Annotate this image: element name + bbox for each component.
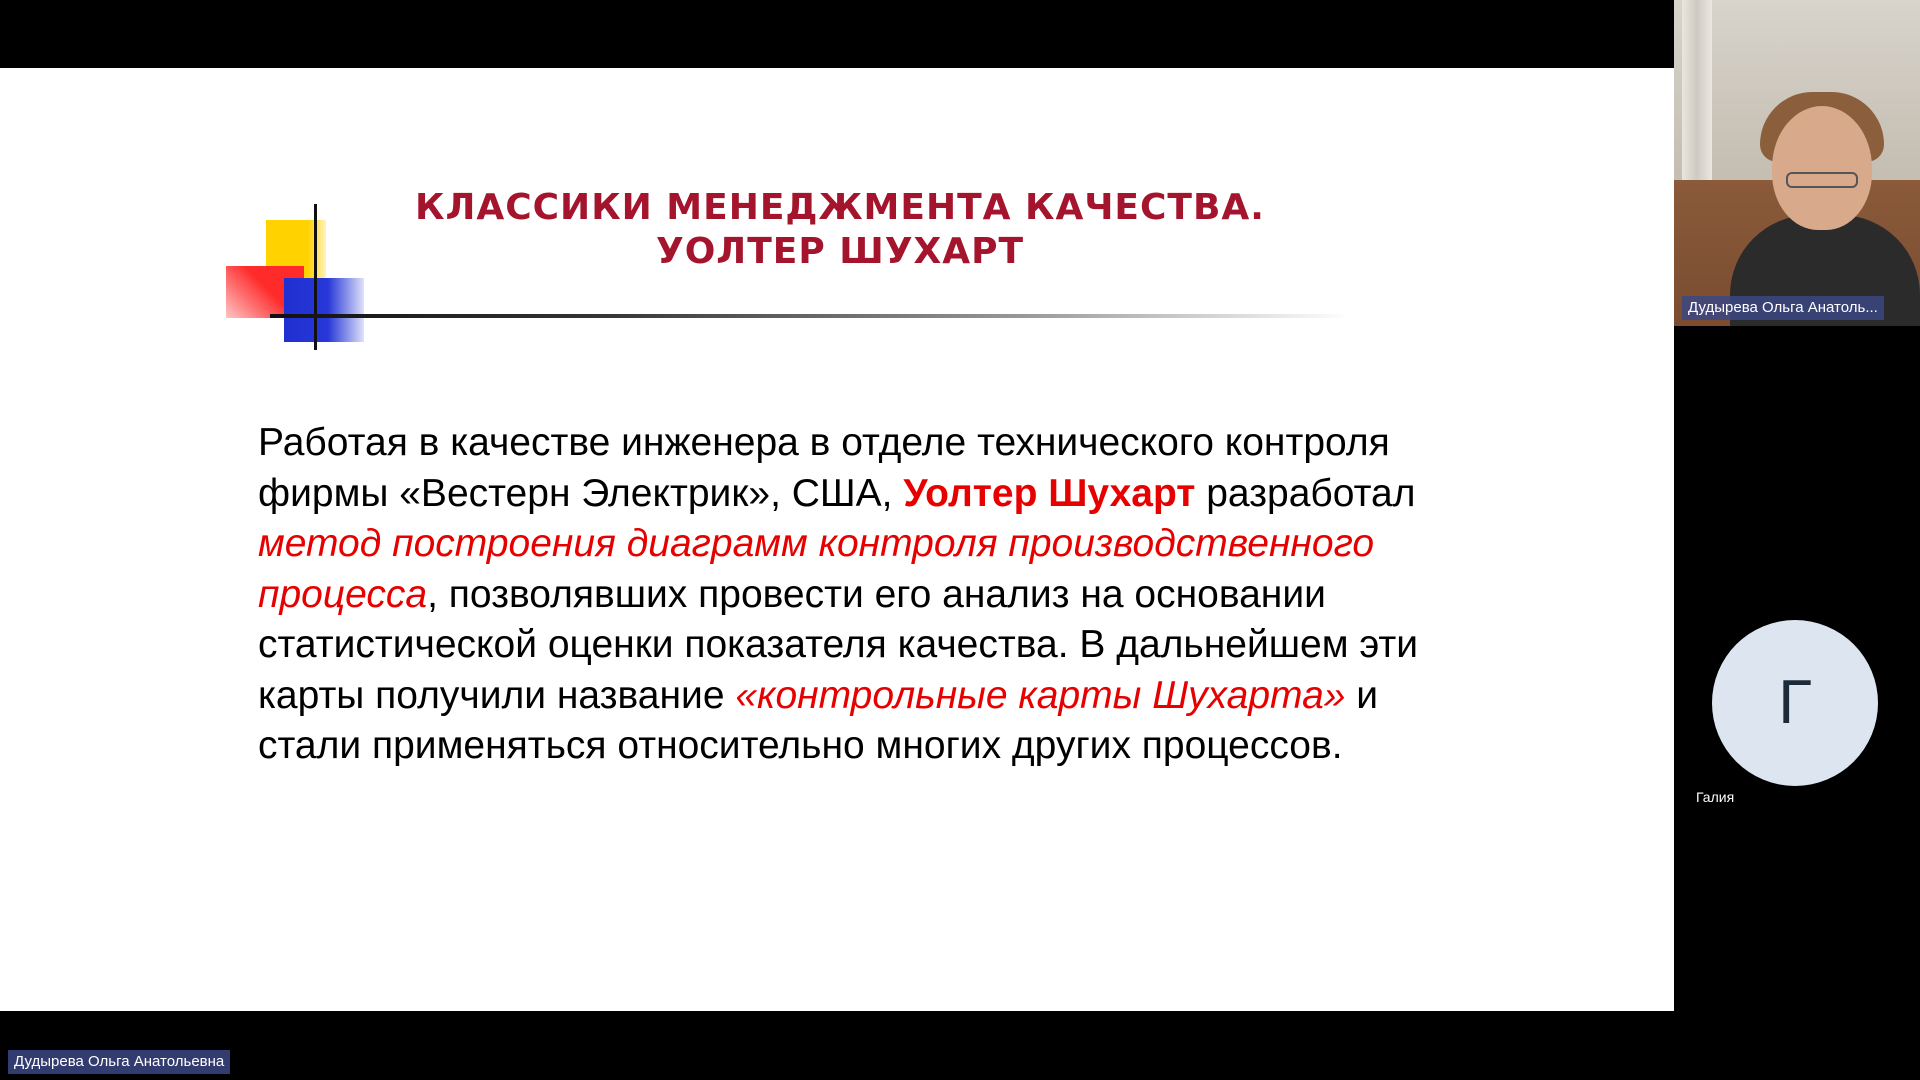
- glasses-icon: [1786, 172, 1858, 188]
- body-text-part-2: разработал: [1195, 471, 1416, 515]
- participant-avatar[interactable]: Г: [1712, 620, 1878, 786]
- presenter-video-tile[interactable]: [1674, 0, 1920, 326]
- participants-panel: [1674, 0, 1920, 1080]
- decorative-squares: [226, 204, 386, 350]
- body-text-part-4: и стали применяться относительно многих других процессов.: [258, 673, 1379, 767]
- participant-name: Галия: [1696, 789, 1735, 805]
- body-text-part-1: Работая в качестве инженера в отделе технического контроля фирмы «Вестерн Электрик», США,: [258, 421, 1390, 515]
- screen-share-owner-label: Дудырева Ольга Анатольевна: [8, 1050, 230, 1074]
- background-curtain: [1682, 0, 1712, 200]
- slide-title-line-2: УОЛТЕР ШУХАРТ: [655, 231, 1025, 272]
- slide-title-line-1: КЛАССИКИ МЕНЕДЖМЕНТА КАЧЕСТВА.: [415, 187, 1265, 228]
- title-underline: [270, 314, 1350, 318]
- body-person-name: Уолтер Шухарт: [903, 471, 1196, 515]
- body-control-cards-phrase: «контрольные карты Шухарта»: [735, 673, 1346, 717]
- body-text-part-3: , позволявших провести его анализ на основании статистической оценки показателя качества. В дальнейшем эти карты получили название: [258, 572, 1419, 717]
- shared-slide: [0, 68, 1674, 1011]
- presenter-name-tag: Дудырева Ольга Анатоль...: [1682, 296, 1884, 320]
- vertical-rule: [314, 204, 317, 350]
- body-method-phrase: метод построения диаграмм контроля производственного процесса: [258, 522, 1375, 616]
- presenter-face: [1772, 106, 1872, 230]
- slide-title: [380, 186, 1300, 274]
- slide-body-text: [258, 418, 1438, 772]
- blue-square: [284, 278, 364, 342]
